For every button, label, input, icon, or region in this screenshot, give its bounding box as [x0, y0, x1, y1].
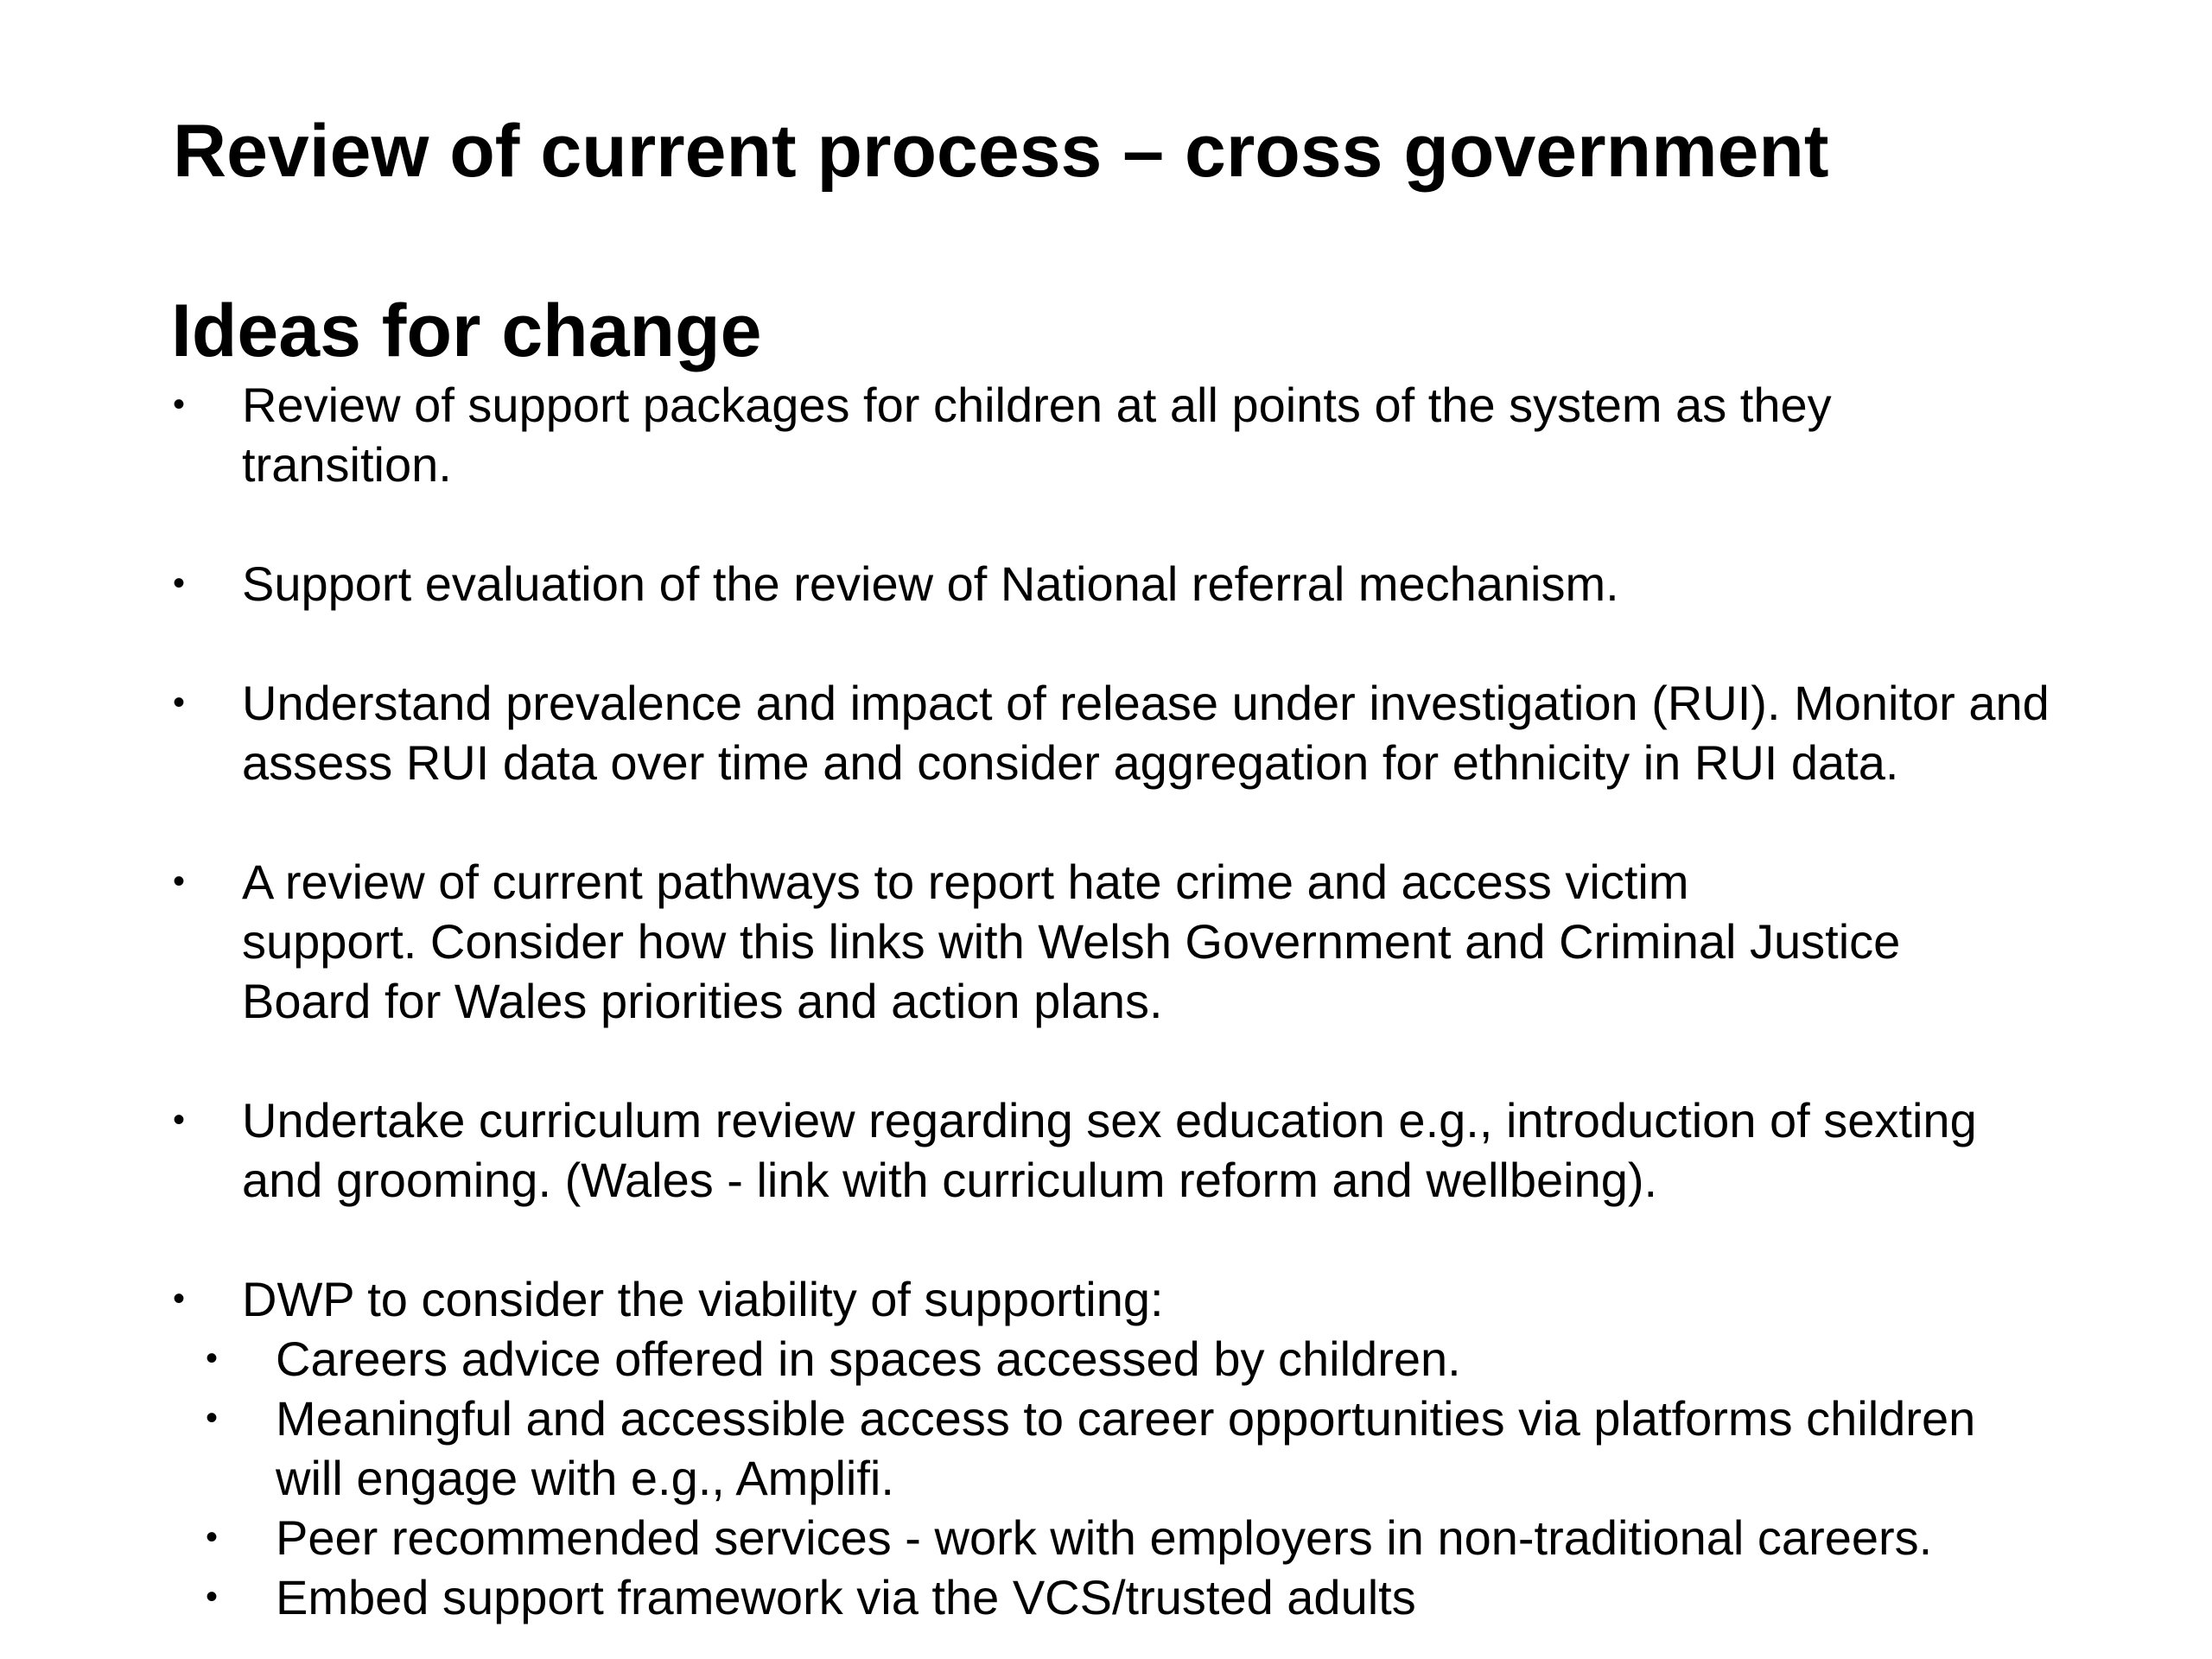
sub-list-item-line: Careers advice offered in spaces accessed by children.: [276, 1332, 1461, 1386]
sub-list-item: [173, 1329, 2126, 1389]
bullet-icon: •: [206, 1518, 219, 1556]
list-item-line: transition.: [242, 437, 452, 492]
list-item-line: A review of current pathways to report hate crime and access victim: [242, 855, 1689, 909]
list-item-line: Board for Wales priorities and action plans.: [242, 974, 1163, 1028]
bullet-icon: •: [173, 1280, 186, 1318]
list-item: [173, 1269, 2126, 1627]
page-title: Review of current process – cross government: [173, 110, 1829, 193]
bullet-icon: •: [206, 1339, 219, 1377]
bullet-icon: •: [173, 1101, 186, 1139]
section-heading: Ideas for change: [171, 289, 762, 372]
sub-list-item-line: Embed support framework via the VCS/trusted adults: [276, 1570, 1416, 1624]
list-item-line: Support evaluation of the review of National referral mechanism.: [242, 556, 1619, 611]
list-item: [173, 375, 2126, 494]
list-item-line: Review of support packages for children at all points of the system as they: [242, 378, 1832, 432]
bullet-icon: •: [173, 683, 186, 721]
bullet-icon: •: [206, 1578, 219, 1616]
sub-list: [173, 1329, 2126, 1627]
sub-list-item-line: Meaningful and accessible access to career opportunities via platforms children: [276, 1391, 1976, 1446]
sub-list-item: [173, 1389, 2126, 1508]
sub-list-item: [173, 1567, 2126, 1627]
list-item-line: support. Consider how this links with Welsh Government and Criminal Justice: [242, 914, 1901, 969]
bullet-icon: •: [173, 564, 186, 602]
ideas-list: [173, 375, 2126, 1659]
list-item: [173, 554, 2126, 613]
list-item-line: DWP to consider the viability of supporting:: [242, 1272, 1164, 1326]
bullet-icon: •: [173, 862, 186, 900]
list-item: [173, 852, 2126, 1031]
list-item: [173, 1090, 2126, 1210]
bullet-icon: •: [173, 385, 186, 423]
list-item-line: Undertake curriculum review regarding sex education e.g., introduction of sexting: [242, 1093, 1977, 1147]
list-item-line: and grooming. (Wales - link with curriculum reform and wellbeing).: [242, 1153, 1658, 1207]
sub-list-item-line: will engage with e.g., Amplifi.: [276, 1451, 894, 1505]
bullet-icon: •: [206, 1399, 219, 1437]
list-item-line: Understand prevalence and impact of release under investigation (RUI). Monitor and: [242, 676, 2050, 730]
sub-list-item: [173, 1508, 2126, 1567]
list-item: [173, 673, 2126, 792]
sub-list-item-line: Peer recommended services - work with employers in non-traditional careers.: [276, 1510, 1933, 1565]
list-item-line: assess RUI data over time and consider aggregation for ethnicity in RUI data.: [242, 735, 1899, 790]
